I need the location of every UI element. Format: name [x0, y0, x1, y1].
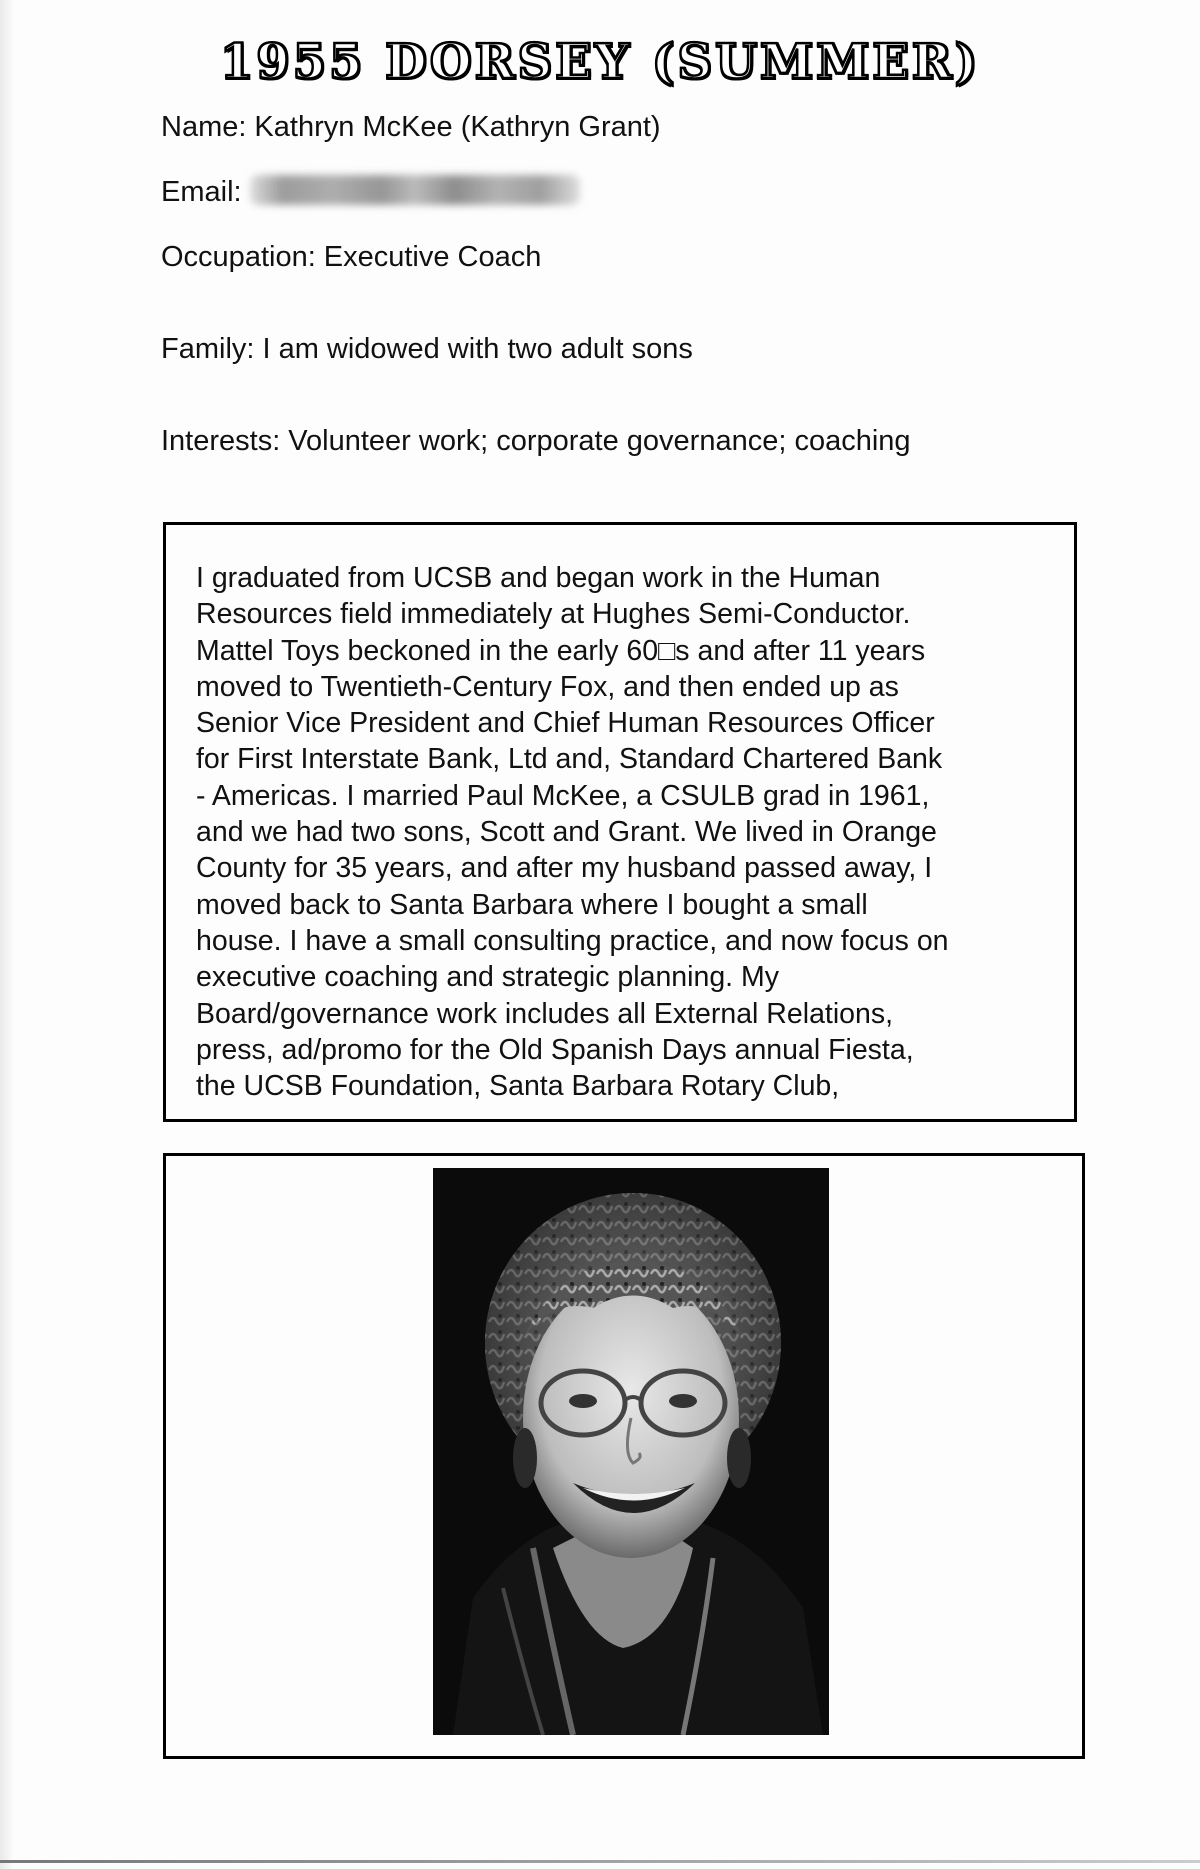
- bio-line: executive coaching and strategic planning. My: [196, 961, 780, 994]
- bio-line: press, ad/promo for the Old Spanish Days annual Fiesta,: [196, 1033, 914, 1066]
- bio-line: moved to Twentieth-Century Fox, and then ended up as: [196, 670, 899, 703]
- email-field: [161, 175, 580, 209]
- scan-edge-shading: [0, 0, 14, 1869]
- page-title: 1955 DORSEY (SUMMER): [219, 34, 981, 90]
- bio-line: I graduated from UCSB and began work in the Human: [196, 562, 881, 594]
- name-value: Kathryn McKee (Kathryn Grant): [254, 111, 661, 143]
- bio-line: Senior Vice President and Chief Human Resources Officer: [196, 707, 935, 740]
- family-label: Family:: [161, 333, 255, 365]
- portrait-photo: [433, 1168, 829, 1735]
- family-value: I am widowed with two adult sons: [262, 333, 693, 365]
- portrait-illustration: [433, 1168, 829, 1735]
- page-bottom-edge: [0, 1860, 1200, 1863]
- interests-value: Volunteer work; corporate governance; coaching: [288, 425, 911, 457]
- interests-label: Interests:: [161, 425, 281, 457]
- interests-field: [161, 424, 911, 458]
- family-field: [161, 332, 693, 366]
- bio-line: - Americas. I married Paul McKee, a CSULB grad in 1961,: [196, 779, 930, 812]
- bio-line: house. I have a small consulting practice, and now focus on: [196, 924, 949, 957]
- name-field: [161, 110, 661, 144]
- bio-line: County for 35 years, and after my husband passed away, I: [196, 852, 933, 885]
- bio-line: Mattel Toys beckoned in the early 60□s and after 11 years: [196, 634, 926, 667]
- photo-box: [163, 1153, 1085, 1759]
- bio-line: Resources field immediately at Hughes Semi-Conductor.: [196, 598, 911, 631]
- name-label: Name:: [161, 111, 247, 143]
- bio-line: moved back to Santa Barbara where I bought a small: [196, 888, 868, 921]
- bio-box: [163, 522, 1077, 1122]
- bio-line: Board/governance work includes all External Relations,: [196, 997, 894, 1030]
- email-label: Email:: [161, 176, 242, 208]
- bio-text: [196, 560, 1076, 1104]
- occupation-value: Executive Coach: [323, 241, 542, 273]
- bio-line: and we had two sons, Scott and Grant. We lived in Orange: [196, 816, 937, 849]
- bio-line: the UCSB Foundation, Santa Barbara Rotary Club,: [196, 1070, 840, 1103]
- email-redacted-blur: [250, 175, 580, 205]
- occupation-label: Occupation:: [161, 241, 316, 273]
- occupation-field: [161, 240, 541, 274]
- bio-line: for First Interstate Bank, Ltd and, Standard Chartered Bank: [196, 743, 943, 776]
